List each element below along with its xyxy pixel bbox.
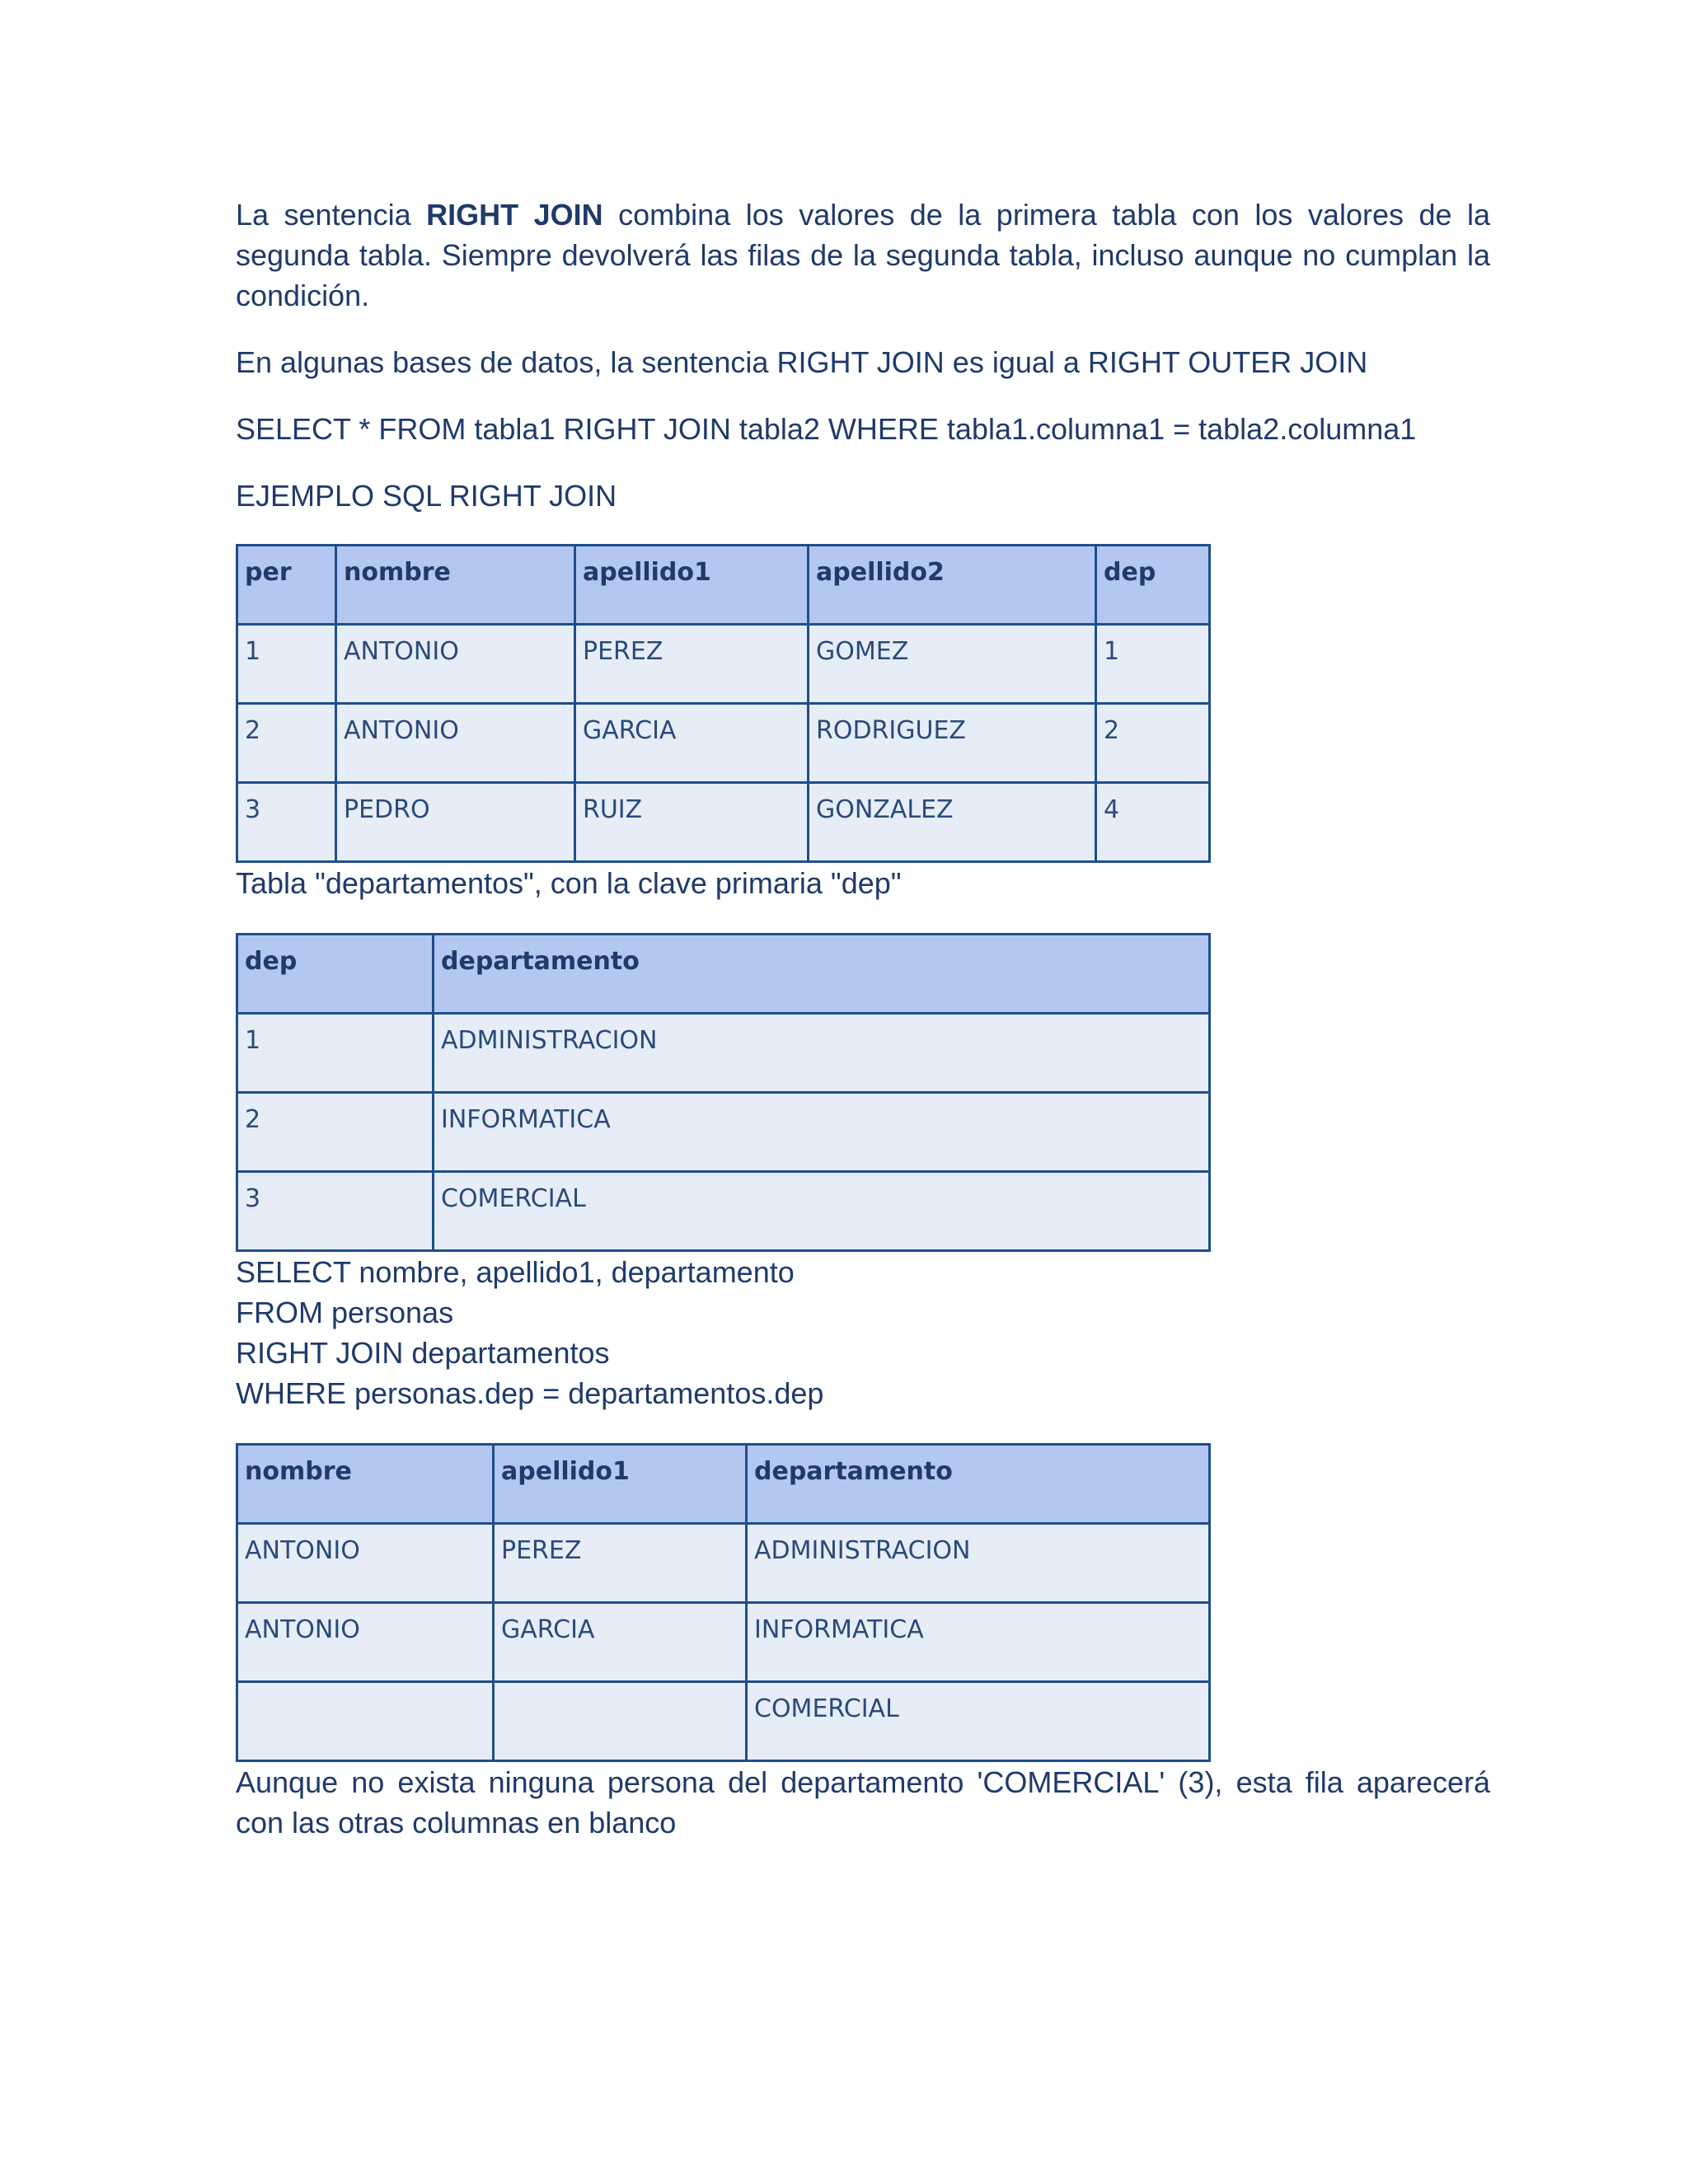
column-header: apellido2	[809, 546, 1096, 625]
table-row	[237, 625, 1210, 704]
column-header: nombre	[237, 1445, 494, 1524]
table-cell	[237, 1682, 494, 1761]
table-cell: ANTONIO	[336, 625, 575, 704]
table-header-row	[237, 935, 1210, 1014]
departamentos-caption: Tabla "departamentos", con la clave primaria "dep"	[236, 866, 902, 900]
table-cell: 2	[237, 704, 336, 783]
syntax-paragraph: SELECT * FROM tabla1 RIGHT JOIN tabla2 WHERE tabla1.columna1 = tabla2.columna1	[236, 412, 1417, 446]
equivalence-paragraph: En algunas bases de datos, la sentencia RIGHT JOIN es igual a RIGHT OUTER JOIN	[236, 345, 1368, 379]
query-line: FROM personas	[236, 1296, 454, 1329]
column-header: departamento	[747, 1445, 1210, 1524]
result-table	[236, 1443, 1211, 1762]
query-line: SELECT nombre, apellido1, departamento	[236, 1255, 795, 1289]
table-cell: RUIZ	[575, 783, 809, 862]
table-cell: PEDRO	[336, 783, 575, 862]
table-cell: GONZALEZ	[809, 783, 1096, 862]
column-header: apellido1	[575, 546, 809, 625]
table-cell: GOMEZ	[809, 625, 1096, 704]
column-header: departamento	[434, 935, 1210, 1014]
table-header-row	[237, 1445, 1210, 1524]
table-row	[237, 1014, 1210, 1093]
intro-text-start: La sentencia	[236, 198, 427, 232]
table-cell: GARCIA	[575, 704, 809, 783]
table-cell: 2	[1096, 704, 1210, 783]
column-header: dep	[1096, 546, 1210, 625]
table-cell: 1	[237, 1014, 434, 1093]
column-header: per	[237, 546, 336, 625]
table-cell: PEREZ	[494, 1524, 747, 1603]
column-header: apellido1	[494, 1445, 747, 1524]
table-cell: ANTONIO	[336, 704, 575, 783]
column-header: nombre	[336, 546, 575, 625]
table-cell: GARCIA	[494, 1603, 747, 1682]
table-cell: INFORMATICA	[747, 1603, 1210, 1682]
table-row	[237, 1172, 1210, 1251]
sql-query-block	[236, 1252, 1490, 1413]
table-cell: COMERCIAL	[747, 1682, 1210, 1761]
table-row	[237, 1093, 1210, 1172]
intro-text-end: combina los valores de la primera tabla con los valores de la segunda tabla. Siempre devolverá las filas de la segunda tabla, incluso aunque no cumplan la condición.	[236, 198, 1491, 312]
table-header-row	[237, 546, 1210, 625]
table-cell: 4	[1096, 783, 1210, 862]
table-row	[237, 1603, 1210, 1682]
intro-keyword: RIGHT JOIN	[426, 198, 603, 232]
table-cell: ANTONIO	[237, 1524, 494, 1603]
table-row	[237, 704, 1210, 783]
table-cell: 3	[237, 1172, 434, 1251]
conclusion-paragraph: Aunque no exista ninguna persona del departamento 'COMERCIAL' (3), esta fila aparecerá con las otras columnas en blanco	[236, 1765, 1490, 1840]
table-cell: 1	[1096, 625, 1210, 704]
example-heading: EJEMPLO SQL RIGHT JOIN	[236, 479, 617, 513]
table-row	[237, 1524, 1210, 1603]
document-body	[236, 194, 1490, 1843]
table-cell: ADMINISTRACION	[434, 1014, 1210, 1093]
table-cell: PEREZ	[575, 625, 809, 704]
intro-paragraph	[236, 194, 1490, 316]
column-header: dep	[237, 935, 434, 1014]
table-cell: ANTONIO	[237, 1603, 494, 1682]
table-cell: COMERCIAL	[434, 1172, 1210, 1251]
departamentos-table	[236, 933, 1211, 1252]
table-cell	[494, 1682, 747, 1761]
table-cell: 2	[237, 1093, 434, 1172]
table-cell: INFORMATICA	[434, 1093, 1210, 1172]
table-row	[237, 1682, 1210, 1761]
table-cell: 1	[237, 625, 336, 704]
query-line: RIGHT JOIN departamentos	[236, 1336, 610, 1370]
personas-table	[236, 544, 1211, 863]
table-row	[237, 783, 1210, 862]
table-cell: ADMINISTRACION	[747, 1524, 1210, 1603]
query-line: WHERE personas.dep = departamentos.dep	[236, 1376, 824, 1410]
table-cell: 3	[237, 783, 336, 862]
table-cell: RODRIGUEZ	[809, 704, 1096, 783]
